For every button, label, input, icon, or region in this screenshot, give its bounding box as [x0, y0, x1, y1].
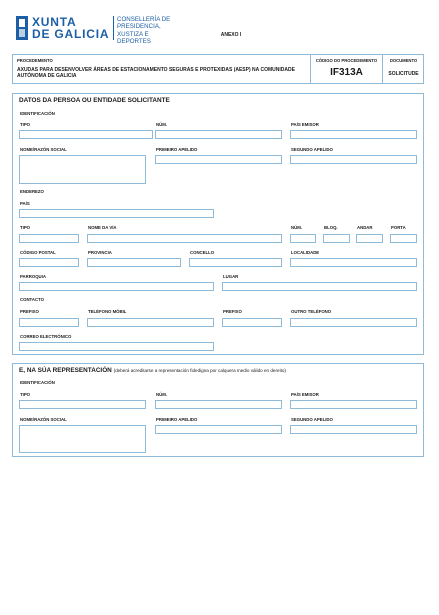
rep-primeiro-apelido-label: PRIMEIRO APELIDO	[156, 417, 198, 422]
porta-field[interactable]	[390, 234, 417, 243]
prefixo-field[interactable]	[19, 318, 79, 327]
rep-nome-label: NOME/RAZÓN SOCIAL	[20, 417, 67, 422]
provincia-label: PROVINCIA	[88, 250, 112, 255]
pais-field[interactable]	[19, 209, 214, 218]
num-via-field[interactable]	[290, 234, 316, 243]
annex-label: ANEXO I	[220, 32, 242, 38]
num-via-label: NÚM.	[291, 225, 302, 230]
localidade-label: LOCALIDADE	[291, 250, 320, 255]
bloq-label: BLOQ.	[324, 225, 338, 230]
xunta-logo	[16, 15, 176, 46]
contacto-heading: CONTACTO	[20, 297, 44, 302]
rep-num-field[interactable]	[155, 400, 282, 409]
rep-tipo-label: TIPO	[20, 392, 31, 397]
outro-telefono-field[interactable]	[290, 318, 417, 327]
rep-segundo-apelido-field[interactable]	[290, 425, 417, 434]
rep-pais-emisor-field[interactable]	[290, 400, 417, 409]
correo-label: CORREO ELECTRÓNICO	[20, 334, 72, 339]
rep-num-label: NÚM.	[156, 392, 167, 397]
procedure-header	[12, 54, 424, 84]
codigo-postal-field[interactable]	[19, 258, 79, 267]
rep-identification-heading: IDENTIFICACIÓN	[20, 380, 55, 385]
tipo-via-label: TIPO	[20, 225, 31, 230]
porta-label: PORTA	[391, 225, 406, 230]
bloq-field[interactable]	[323, 234, 350, 243]
nome-via-label: NOME DA VÍA	[88, 225, 117, 230]
segundo-apelido-label: SEGUNDO APELIDO	[291, 147, 333, 152]
parroquia-label: PARROQUIA	[20, 274, 46, 279]
prefixo2-field[interactable]	[222, 318, 282, 327]
prefixo-label: PREFIXO	[20, 309, 39, 314]
primeiro-apelido-field[interactable]	[155, 155, 282, 164]
pais-emisor-label: PAÍS EMISOR	[291, 122, 319, 127]
andar-field[interactable]	[356, 234, 383, 243]
telefono-mobil-label: TELÉFONO MÓBIL	[88, 309, 127, 314]
logo-divider	[113, 16, 114, 40]
enderezo-heading: ENDEREZO	[20, 189, 44, 194]
representative-section	[12, 363, 424, 457]
concello-label: CONCELLO	[190, 250, 215, 255]
document-label: DOCUMENTO	[389, 58, 418, 63]
brand-name	[32, 16, 109, 40]
representative-section-title	[19, 367, 286, 374]
pais-label: PAÍS	[20, 201, 30, 206]
applicant-section	[12, 93, 424, 355]
nome-via-field[interactable]	[87, 234, 282, 243]
procedure-code-label: CÓDIGO DO PROCEDEMENTO	[315, 58, 378, 63]
tipo-field[interactable]	[19, 130, 153, 139]
concello-field[interactable]	[189, 258, 282, 267]
andar-label: ANDAR	[357, 225, 373, 230]
department-name: CONSELLERÍA DE PRESIDENCIA, XUSTIZA E DEPORTES	[117, 16, 171, 46]
brand-line-1: XUNTA	[32, 15, 77, 29]
applicant-section-title: DATOS DA PERSOA OU ENTIDADE SOLICITANTE	[19, 97, 170, 104]
outro-telefono-label: OUTRO TELÉFONO	[291, 309, 332, 314]
nome-label: NOME/RAZÓN SOCIAL	[20, 147, 67, 152]
document-cell	[382, 55, 424, 83]
correo-field[interactable]	[19, 342, 214, 351]
document-type: SOLICITUDE	[388, 71, 419, 77]
procedure-title: AXUDAS PARA DESENVOLVER ÁREAS DE ESTACIONAMENTO SEGURAS E PROTEXIDAS (AESP) NA COMUNIDADE AUTÓNOMA DE GALICIA	[17, 67, 295, 79]
codigo-postal-label: CÓDIGO POSTAL	[20, 250, 56, 255]
nome-field[interactable]	[19, 155, 146, 184]
identification-heading: IDENTIFICACIÓN	[20, 111, 55, 116]
prefixo2-label: PREFIXO	[223, 309, 242, 314]
telefono-mobil-field[interactable]	[87, 318, 214, 327]
representative-title: E, NA SÚA REPRESENTACIÓN	[19, 367, 112, 374]
lugar-label: LUGAR	[223, 274, 239, 279]
procedure-label: PROCEDEMENTO	[17, 58, 53, 63]
procedure-code-cell	[310, 55, 382, 83]
primeiro-apelido-label: PRIMEIRO APELIDO	[156, 147, 198, 152]
representative-note: (deberá acreditarse a representación fidedigna por calquera medio válido en dereito)	[113, 368, 286, 373]
num-field[interactable]	[155, 130, 282, 139]
rep-nome-field[interactable]	[19, 425, 146, 453]
procedure-code: IF313A	[330, 67, 363, 78]
rep-segundo-apelido-label: SEGUNDO APELIDO	[291, 417, 333, 422]
pais-emisor-field[interactable]	[290, 130, 417, 139]
num-label: NÚM.	[156, 122, 167, 127]
lugar-field[interactable]	[222, 282, 417, 291]
segundo-apelido-field[interactable]	[290, 155, 417, 164]
rep-primeiro-apelido-field[interactable]	[155, 425, 282, 434]
xunta-emblem-icon	[16, 16, 28, 40]
tipo-label: TIPO	[20, 122, 31, 127]
rep-tipo-field[interactable]	[19, 400, 146, 409]
rep-pais-emisor-label: PAÍS EMISOR	[291, 392, 319, 397]
parroquia-field[interactable]	[19, 282, 214, 291]
brand-line-2: DE GALICIA	[32, 27, 110, 41]
localidade-field[interactable]	[290, 258, 417, 267]
tipo-via-field[interactable]	[19, 234, 79, 243]
provincia-field[interactable]	[87, 258, 181, 267]
